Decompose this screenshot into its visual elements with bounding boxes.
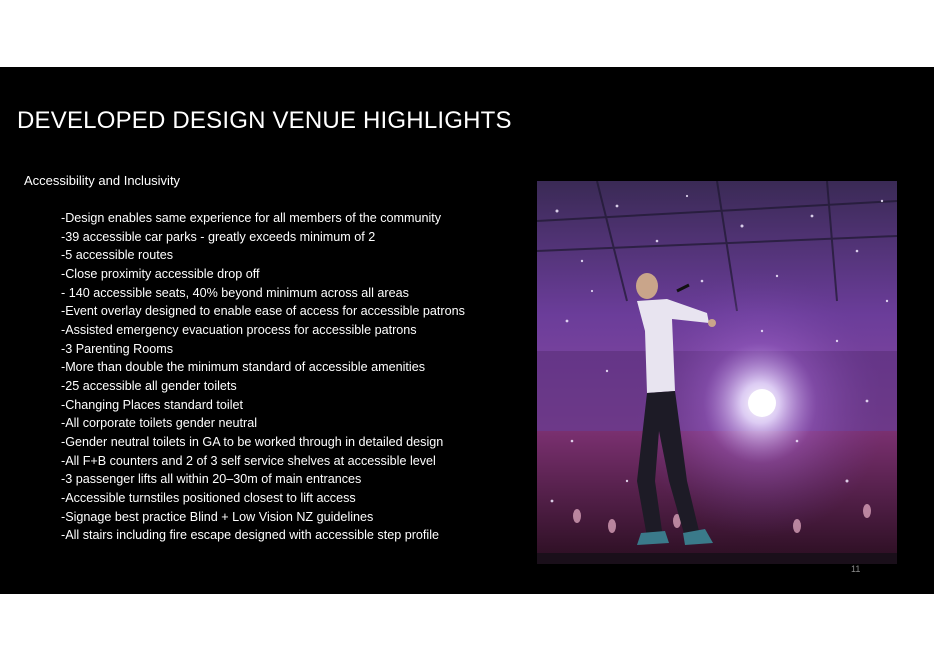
bullet-item: -Design enables same experience for all members of the community	[61, 211, 442, 225]
bullet-item: -Changing Places standard toilet	[61, 397, 244, 412]
bullet-item: -3 passenger lifts all within 20–30m of main entrances	[61, 472, 362, 487]
bullet-item: -Assisted emergency evacuation process for accessible patrons	[61, 322, 417, 337]
bullet-item: -All F+B counters and 2 of 3 self service shelves at accessible level	[61, 453, 436, 468]
bullet-list	[61, 209, 465, 545]
bullet-item: -All corporate toilets gender neutral	[61, 416, 258, 431]
bullet-item: -5 accessible routes	[61, 248, 173, 263]
concert-photo	[537, 181, 897, 564]
section-subtitle: Accessibility and Inclusivity	[24, 173, 181, 188]
bullet-item: -Signage best practice Blind + Low Vision NZ guidelines	[61, 509, 374, 524]
bullet-item: -3 Parenting Rooms	[61, 341, 173, 356]
bullet-item: -Accessible turnstiles positioned closest to lift access	[61, 490, 356, 505]
bullet-item: -Event overlay designed to enable ease of access for accessible patrons	[61, 304, 465, 319]
slide	[0, 67, 934, 594]
bullet-item: -39 accessible car parks - greatly exceeds minimum of 2	[61, 229, 376, 244]
concert-performer-photo-icon	[537, 181, 897, 564]
bullet-item: -25 accessible all gender toilets	[61, 378, 237, 393]
bullet-item: - 140 accessible seats, 40% beyond minimum across all areas	[61, 285, 409, 300]
bullet-item: -Gender neutral toilets in GA to be worked through in detailed design	[61, 434, 444, 449]
slide-title: DEVELOPED DESIGN VENUE HIGHLIGHTS	[17, 107, 512, 134]
page-number: 11	[851, 564, 861, 574]
bullet-item: -More than double the minimum standard of accessible amenities	[61, 360, 426, 375]
bullet-item: -All stairs including fire escape designed with accessible step profile	[61, 528, 440, 543]
bullet-item: -Close proximity accessible drop off	[61, 266, 260, 281]
